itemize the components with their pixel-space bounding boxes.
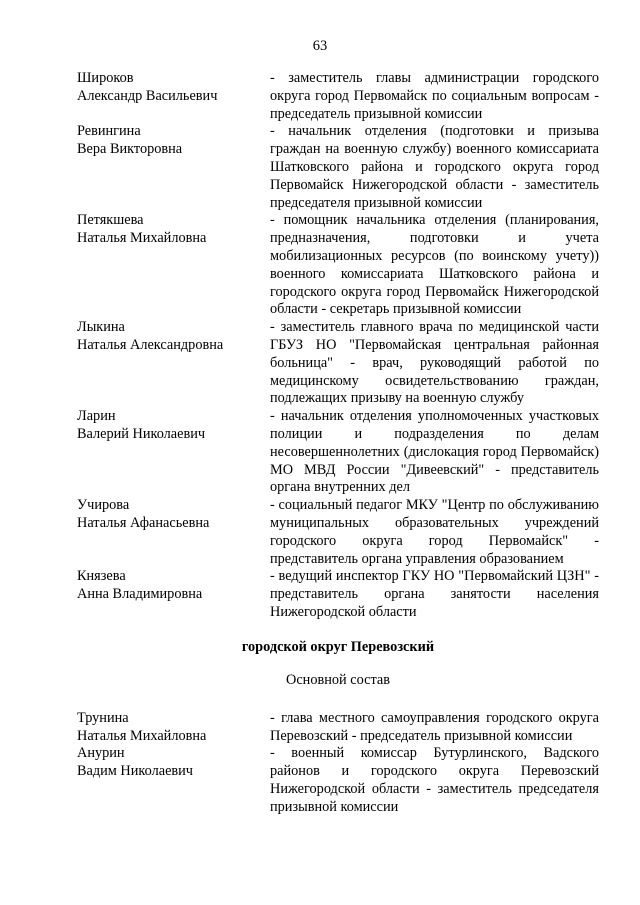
member-entry xyxy=(77,123,599,212)
member-name xyxy=(77,497,270,568)
member-name xyxy=(77,70,270,123)
member-given-names: Вадим Николаевич xyxy=(77,763,194,780)
member-role: - заместитель главы администрации городского округа город Первомайск по социальным вопросам - председатель призывной комиссии xyxy=(270,70,599,122)
member-entry xyxy=(77,745,599,816)
member-name xyxy=(77,568,270,621)
member-role: - начальник отделения уполномоченных участковых полиции и подразделения по делам несовершеннолетних (дислокация город Первомайск) МО МВД России "Дивеевский" - представитель органа внутренних дел xyxy=(270,408,599,496)
member-role: - социальный педагог МКУ "Центр по обслуживанию муниципальных образовательных учреждений городского округа город Первомайск" - представитель органа управления образованием xyxy=(270,497,599,567)
member-surname: Широков xyxy=(77,70,134,86)
member-name xyxy=(77,710,270,746)
commission-list-pervomaysk xyxy=(77,70,599,622)
spacer xyxy=(77,690,599,710)
member-role: - глава местного самоуправления городского округа Перевозский - председатель призывной комиссии xyxy=(270,709,599,744)
member-entry xyxy=(77,408,599,497)
member-surname: Ревингина xyxy=(77,123,141,140)
member-surname: Трунина xyxy=(77,709,129,726)
member-role: - заместитель главного врача по медицинской части ГБУЗ НО "Первомайская центральная районная больница" - врач, руководящий работой по медицинскому освидетельствованию граждан, подлежащих призыву на военную службу xyxy=(270,319,599,407)
member-surname: Князева xyxy=(77,568,126,585)
member-given-names: Валерий Николаевич xyxy=(77,425,206,442)
member-given-names: Вера Викторовна xyxy=(77,141,183,158)
member-role: - ведущий инспектор ГКУ НО "Первомайский ЦЗН" - представитель органа занятости населения Нижегородской области xyxy=(270,568,599,620)
member-surname: Учирова xyxy=(77,497,130,514)
member-given-names: Александр Васильевич xyxy=(77,87,218,104)
member-entry xyxy=(77,710,599,746)
member-name xyxy=(77,745,270,816)
member-given-names: Наталья Александровна xyxy=(77,336,224,353)
subsection-title: Основной состав xyxy=(286,671,390,688)
member-entry xyxy=(77,497,599,568)
section-title: городской округ Перевозский xyxy=(241,638,435,655)
member-entry xyxy=(77,319,599,408)
commission-list-perevoz xyxy=(77,710,599,817)
member-entry xyxy=(77,568,599,621)
document-body xyxy=(77,70,599,816)
member-given-names: Наталья Афанасьевна xyxy=(77,514,210,531)
page-number: 63 xyxy=(312,38,328,54)
member-name xyxy=(77,319,270,408)
member-given-names: Анна Владимировна xyxy=(77,586,203,603)
member-role: - начальник отделения (подготовки и призыва граждан на военную службу) военного комиссариата Шатковского района и городского округа город Первомайск Нижегородской области - заместитель председателя призывной комиссии xyxy=(270,123,599,211)
member-name xyxy=(77,123,270,212)
member-surname: Петякшева xyxy=(77,212,144,229)
member-surname: Лыкина xyxy=(77,319,125,336)
member-name xyxy=(77,212,270,319)
member-entry xyxy=(77,212,599,319)
member-name xyxy=(77,408,270,497)
member-surname: Ларин xyxy=(77,408,116,425)
member-given-names: Наталья Михайловна xyxy=(77,230,207,247)
member-role: - помощник начальника отделения (планирования, предназначения, подготовки и учета мобилизационных ресурсов (по воинскому учету)) военного комиссариата Шатковского района и городского округа город Первомайск Нижегородской области - секретарь призывной комиссии xyxy=(270,212,599,318)
member-surname: Анурин xyxy=(77,745,125,762)
member-entry xyxy=(77,70,599,123)
member-given-names: Наталья Михайловна xyxy=(77,727,207,744)
member-role: - военный комиссар Бутурлинского, Вадского районов и городского округа Перевозский Нижегородской области - заместитель председателя призывной комиссии xyxy=(270,745,599,815)
